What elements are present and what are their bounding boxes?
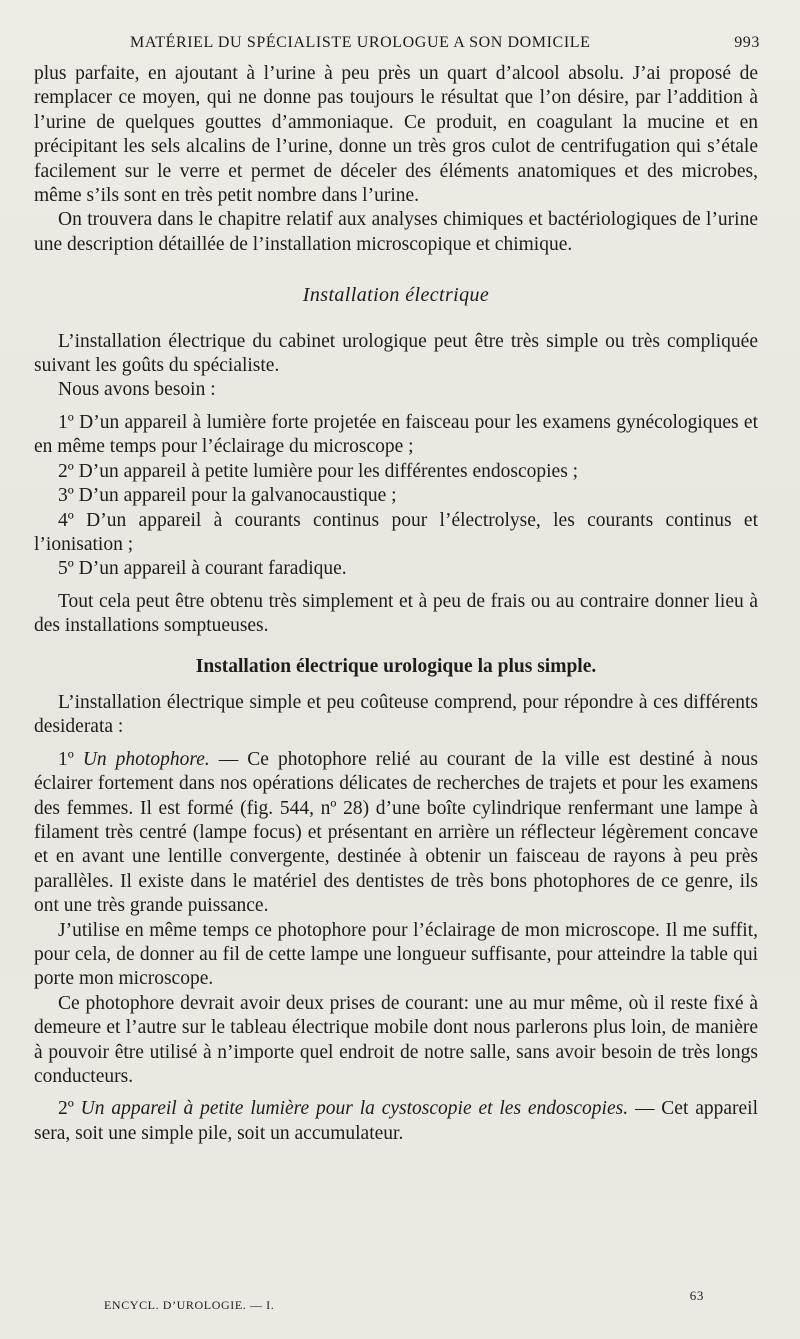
item-title: Un appareil à petite lumière pour la cystoscopie et les endoscopies. [80, 1098, 629, 1120]
paragraph: L’installation électrique du cabinet urologique peut être très simple ou très compliquée suivant les goûts du spécialiste. [34, 330, 758, 377]
item-text: — Cet appareil sera, soit une simple pile, soit un accumulateur. [34, 1098, 759, 1144]
item-title: Un photophore. [82, 748, 210, 770]
running-header [40, 34, 760, 56]
paragraph: L’installation électrique simple et peu coûteuse comprend, pour répondre à ces différents desiderata : [34, 691, 758, 738]
paragraph-continued: plus parfaite, en ajoutant à l’urine à peu près un quart d’alcool absolu. J’ai proposé de remplacer ce moyen, qui ne donne pas toujours le résultat que l’on désire, par l’addition à l’urine de quelques gouttes d’ammoniaque. Ce produit, en coagulant la mucine et en précipitant les sels alcalins de l’urine, donne un très gros culot de centrifugation qui s’étale facilement sur le verre et permet de déceler des éléments anatomiques et des microbes, même s’ils sont en très petit nombre dans l’urine. [34, 63, 758, 207]
paragraph: J’utilise en même temps ce photophore pour l’éclairage de mon microscope. Il me suffit, pour cela, de donner au fil de cette lampe une longueur suffisante, pour atteindre la table qui porte mon microscope. [34, 919, 758, 990]
item-text: — Ce photophore relié au courant de la ville est destiné à nous éclairer fortement dans nos opérations délicates de recherches de trajets et pour les examens des femmes. Il est formé (fig. 544, nº 28) d’une boîte cylindrique renfermant une lampe à filament très centré (lampe focus) et présentant en arrière un réflecteur légèrement concave et en avant une lentille convergente, destinée à obtenir un faisceau de rayons à peu près parallèles. Il existe dans le matériel des dentistes de très bons photophores de ce genre, ils ont une très grande puissance. [34, 748, 759, 917]
running-title: MATÉRIEL DU SPÉCIALISTE UROLOGUE A SON DOMICILE [130, 34, 591, 51]
paragraph: On trouvera dans le chapitre relatif aux analyses chimiques et bactériologiques de l’urine une description détaillée de l’installation microscopique et chimique. [34, 209, 758, 255]
paragraph: Tout cela peut être obtenu très simplement et à peu de frais ou au contraire donner lieu à des installations somptueuses. [34, 590, 758, 637]
item-number: 1º [58, 748, 74, 770]
page-footer [104, 1288, 704, 1316]
list-item: 4º D’un appareil à courants continus pour l’électrolyse, les courants continus et l’ionisation ; [34, 509, 758, 555]
list-item: 3º D’un appareil pour la galvanocaustique ; [58, 485, 397, 507]
signature-mark: 63 [689, 1288, 704, 1303]
page-number: 993 [734, 34, 760, 51]
list-item: 5º D’un appareil à courant faradique. [58, 558, 347, 580]
paragraph: Nous avons besoin : [58, 379, 216, 401]
item-number: 2º [58, 1098, 74, 1120]
list-item: 1º D’un appareil à lumière forte projetée en faisceau pour les examens gynécologiques et en même temps pour l’éclairage du microscope ; [34, 411, 758, 458]
body-text [34, 62, 758, 1146]
paragraph-small-light [34, 1097, 758, 1146]
paragraph-photophore [34, 748, 758, 919]
list-item: 2º D’un appareil à petite lumière pour les différentes endoscopies ; [58, 460, 579, 482]
section-heading-electrical: Installation électrique [302, 284, 490, 307]
footer-source: ENCYCL. D’UROLOGIE. — I. [104, 1298, 275, 1312]
subsection-heading-simple-installation: Installation électrique urologique la plus simple. [195, 655, 597, 677]
paragraph: Ce photophore devrait avoir deux prises de courant: une au mur même, où il reste fixé à demeure et l’autre sur le tableau électrique mobile dont nous parlerons plus loin, de manière à pouvoir être utilisé à n’importe quel endroit de notre salle, sans avoir besoin de très longs conducteurs. [34, 992, 758, 1088]
